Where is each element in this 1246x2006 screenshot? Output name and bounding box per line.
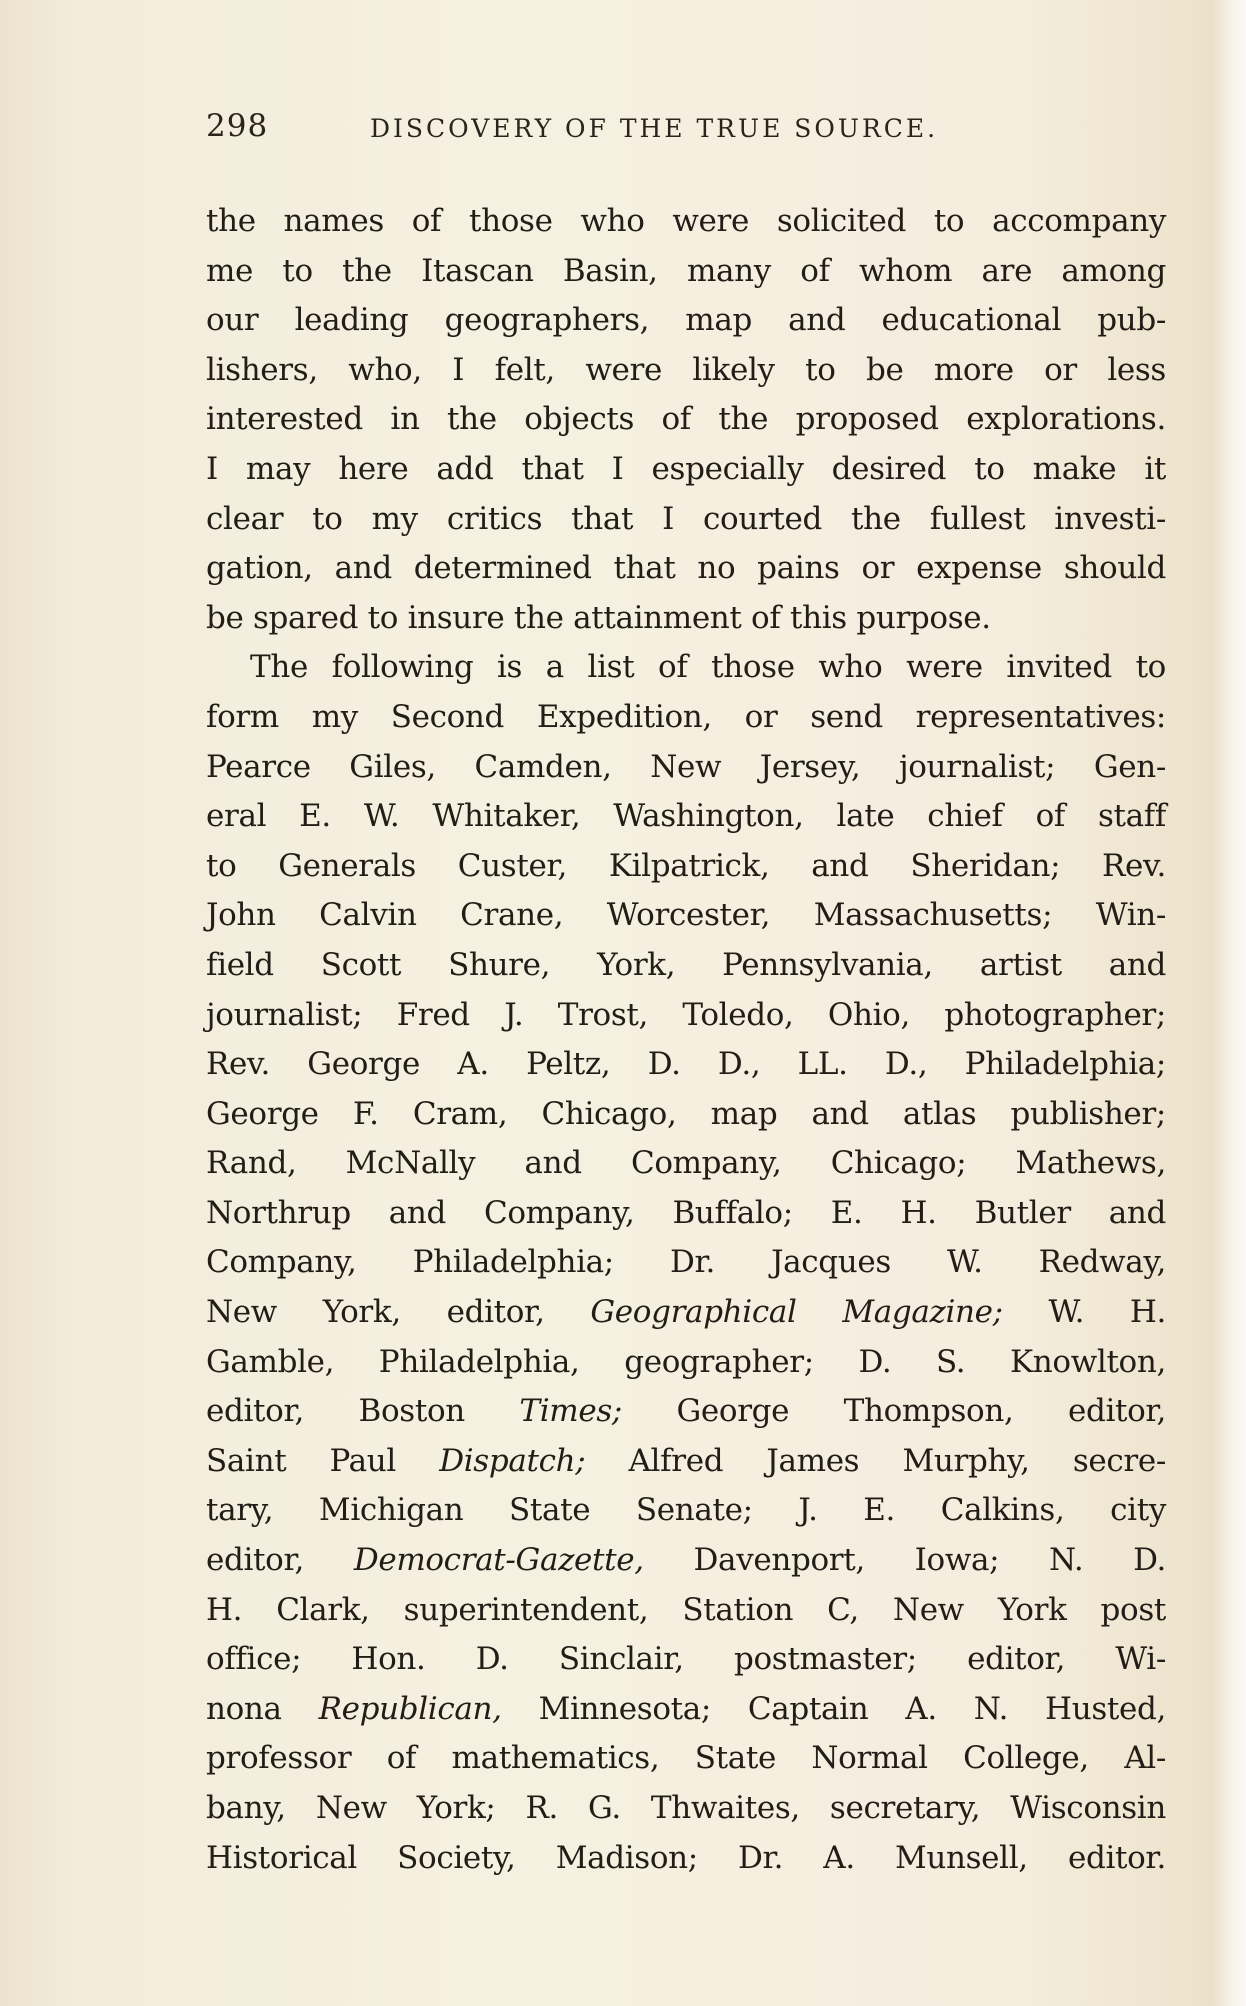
text-line: interested in the objects of the proposed explorations. bbox=[206, 401, 1166, 438]
text-line: John Calvin Crane, Worcester, Massachusetts; Win- bbox=[206, 897, 1166, 934]
text-line bbox=[206, 1288, 1166, 1338]
text-line: journalist; Fred J. Trost, Toledo, Ohio, photographer; bbox=[206, 996, 1166, 1033]
text-line: Historical Society, Madison; Dr. A. Munsell, editor. bbox=[206, 1839, 1166, 1876]
text-line: our leading geographers, map and educational pub- bbox=[206, 302, 1166, 339]
text-line: gation, and determined that no pains or expense should bbox=[206, 550, 1166, 587]
text-line: The following is a list of those who were invited to bbox=[250, 649, 1166, 686]
text-line: tary, Michigan State Senate; J. E. Calkins, city bbox=[206, 1492, 1166, 1529]
text-line: lishers, who, I felt, were likely to be more or less bbox=[206, 351, 1166, 388]
italic-title: Dispatch; bbox=[439, 1442, 586, 1479]
page-header bbox=[206, 108, 1166, 148]
page-edge-shading bbox=[1212, 0, 1246, 2006]
text-line bbox=[206, 1536, 1166, 1586]
text-line bbox=[206, 1387, 1166, 1437]
body-text bbox=[206, 197, 1166, 1883]
text-run: nona bbox=[206, 1690, 319, 1727]
text-run: editor, bbox=[206, 1542, 354, 1579]
text-line: form my Second Expedition, or send representatives: bbox=[206, 698, 1166, 735]
italic-title: Times; bbox=[519, 1393, 622, 1430]
text-run: New York, editor, bbox=[206, 1294, 591, 1331]
text-line: office; Hon. D. Sinclair, postmaster; editor, Wi- bbox=[206, 1641, 1166, 1678]
running-title: DISCOVERY OF THE TRUE SOURCE. bbox=[370, 114, 939, 143]
text-line: field Scott Shure, York, Pennsylvania, artist and bbox=[206, 946, 1166, 983]
text-line: Pearce Giles, Camden, New Jersey, journalist; Gen- bbox=[206, 748, 1166, 785]
text-line: eral E. W. Whitaker, Washington, late chief of staff bbox=[206, 798, 1166, 835]
text-line: be spared to insure the attainment of this purpose. bbox=[206, 599, 991, 636]
text-line: I may here add that I especially desired to make it bbox=[206, 450, 1166, 487]
text-line bbox=[206, 1437, 1166, 1487]
text-line: me to the Itascan Basin, many of whom are among bbox=[206, 252, 1166, 289]
text-run: Davenport, Iowa; N. D. bbox=[643, 1542, 1167, 1579]
text-line: the names of those who were solicited to accompany bbox=[206, 203, 1166, 239]
text-line: to Generals Custer, Kilpatrick, and Sheridan; Rev. bbox=[206, 847, 1166, 884]
text-line: Rand, McNally and Company, Chicago; Mathews, bbox=[206, 1145, 1166, 1182]
text-run: W. H. bbox=[1002, 1294, 1167, 1331]
text-line: professor of mathematics, State Normal College, Al- bbox=[206, 1740, 1166, 1777]
text-run: Saint Paul bbox=[206, 1442, 440, 1479]
text-line: bany, New York; R. G. Thwaites, secretary, Wisconsin bbox=[206, 1790, 1166, 1826]
italic-title: Republican, bbox=[318, 1690, 502, 1727]
text-line bbox=[206, 1685, 1166, 1735]
text-run: George Thompson, editor, bbox=[621, 1393, 1166, 1430]
text-line: George F. Cram, Chicago, map and atlas publisher; bbox=[206, 1095, 1166, 1132]
text-line: Company, Philadelphia; Dr. Jacques W. Redway, bbox=[206, 1244, 1166, 1281]
text-line: Rev. George A. Peltz, D. D., LL. D., Philadelphia; bbox=[206, 1046, 1166, 1083]
text-line: clear to my critics that I courted the fullest investi- bbox=[206, 500, 1166, 537]
text-run: editor, Boston bbox=[206, 1393, 520, 1430]
text-run: Minnesota; Captain A. N. Husted, bbox=[501, 1690, 1166, 1727]
italic-title: Democrat-Gazette, bbox=[353, 1542, 644, 1579]
text-line: Gamble, Philadelphia, geographer; D. S. Knowlton, bbox=[206, 1343, 1166, 1380]
text-line: H. Clark, superintendent, Station C, New York post bbox=[206, 1591, 1166, 1628]
text-line: Northrup and Company, Buffalo; E. H. Butler and bbox=[206, 1194, 1166, 1231]
italic-title: Geographical Magazine; bbox=[590, 1294, 1003, 1331]
text-run: Alfred James Murphy, secre- bbox=[585, 1442, 1166, 1479]
page-number: 298 bbox=[206, 108, 269, 144]
